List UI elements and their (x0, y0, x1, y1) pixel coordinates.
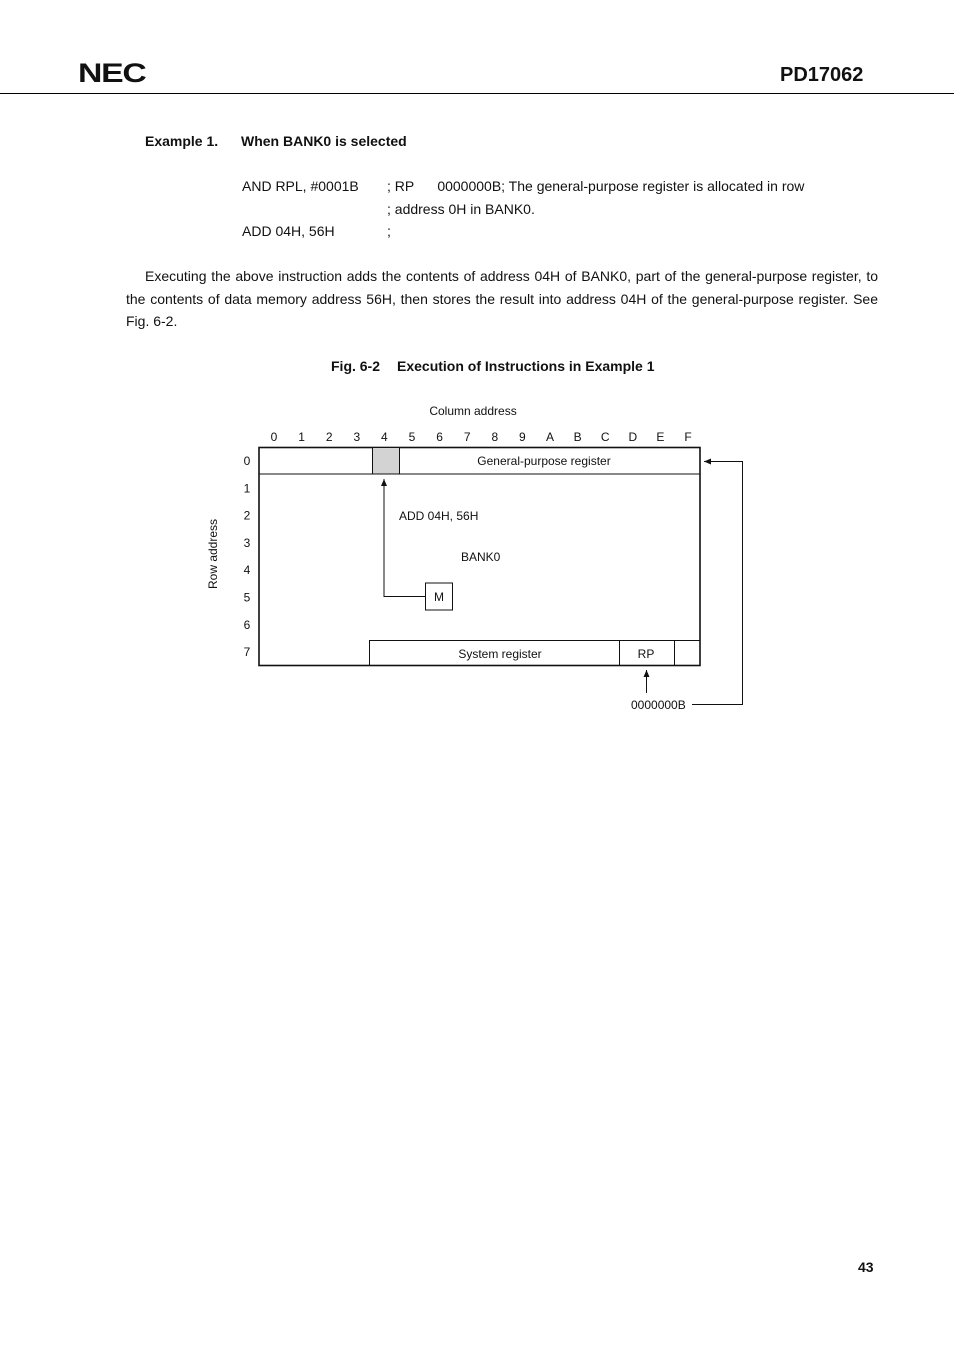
column-label-E: E (656, 430, 665, 444)
figure-caption-title: Execution of Instructions in Example 1 (397, 358, 655, 374)
body-paragraph-text: Executing the above instruction adds the contents of address 04H of BANK0, part of the general-purpose register, to the contents of data memory address 56H, then stores the result into address 04H of the general-purpose register. See Fig. 6-2. (126, 268, 878, 329)
row-label-5: 5 (243, 590, 251, 605)
column-label-C: C (600, 430, 610, 444)
row-address-label: Row address (206, 518, 220, 590)
bank0-label: BANK0 (461, 550, 501, 564)
code-line-1-comment: ; RP 0000000B; The general-purpose register is allocated in row (387, 178, 805, 194)
code-line-3-instruction: ADD 04H, 56H (242, 223, 335, 239)
code-line-3-comment: ; (387, 223, 391, 239)
part-number: PD17062 (780, 64, 864, 86)
rp-value-label: 0000000B (631, 698, 686, 712)
row-label-7: 7 (243, 645, 251, 660)
column-labels (271, 430, 692, 444)
column-label-A: A (545, 430, 555, 444)
figure-caption-number: Fig. 6-2 (331, 358, 381, 374)
row-label-4: 4 (243, 563, 251, 578)
memory-cell-label: M (434, 590, 444, 604)
memory-to-register-arrow (384, 479, 426, 597)
rp-label: RP (637, 647, 655, 661)
row-label-6: 6 (243, 617, 251, 632)
instruction-label: ADD 04H, 56H (399, 509, 479, 523)
row-label-1: 1 (243, 481, 251, 496)
example-label: Example 1. (145, 133, 219, 149)
column-label-7: 7 (463, 430, 471, 444)
column-label-9: 9 (519, 430, 526, 444)
row-label-2: 2 (243, 508, 251, 523)
column-label-6: 6 (436, 430, 443, 444)
example-title: When BANK0 is selected (241, 133, 407, 149)
column-label-F: F (684, 430, 692, 444)
column-label-B: B (573, 430, 582, 444)
column-address-label: Column address (429, 404, 517, 418)
column-label-8: 8 (491, 430, 499, 444)
code-line-2-comment: ; address 0H in BANK0. (387, 201, 535, 217)
general-purpose-register-label: General-purpose register (477, 454, 611, 468)
column-label-2: 2 (325, 430, 333, 444)
column-label-5: 5 (408, 430, 416, 444)
column-label-D: D (628, 430, 638, 444)
column-label-0: 0 (270, 430, 278, 444)
column-label-3: 3 (353, 430, 361, 444)
column-label-1: 1 (298, 430, 305, 444)
row-labels (244, 454, 251, 659)
column-label-4: 4 (381, 430, 388, 444)
row-label-3: 3 (243, 535, 251, 550)
nec-logo: NEC (78, 58, 146, 88)
address-04h-cell (373, 448, 400, 475)
row-label-0: 0 (243, 454, 251, 468)
code-line-1-instruction: AND RPL, #0001B (242, 178, 359, 194)
page-number: 43 (858, 1259, 874, 1275)
system-register-label: System register (458, 647, 542, 661)
